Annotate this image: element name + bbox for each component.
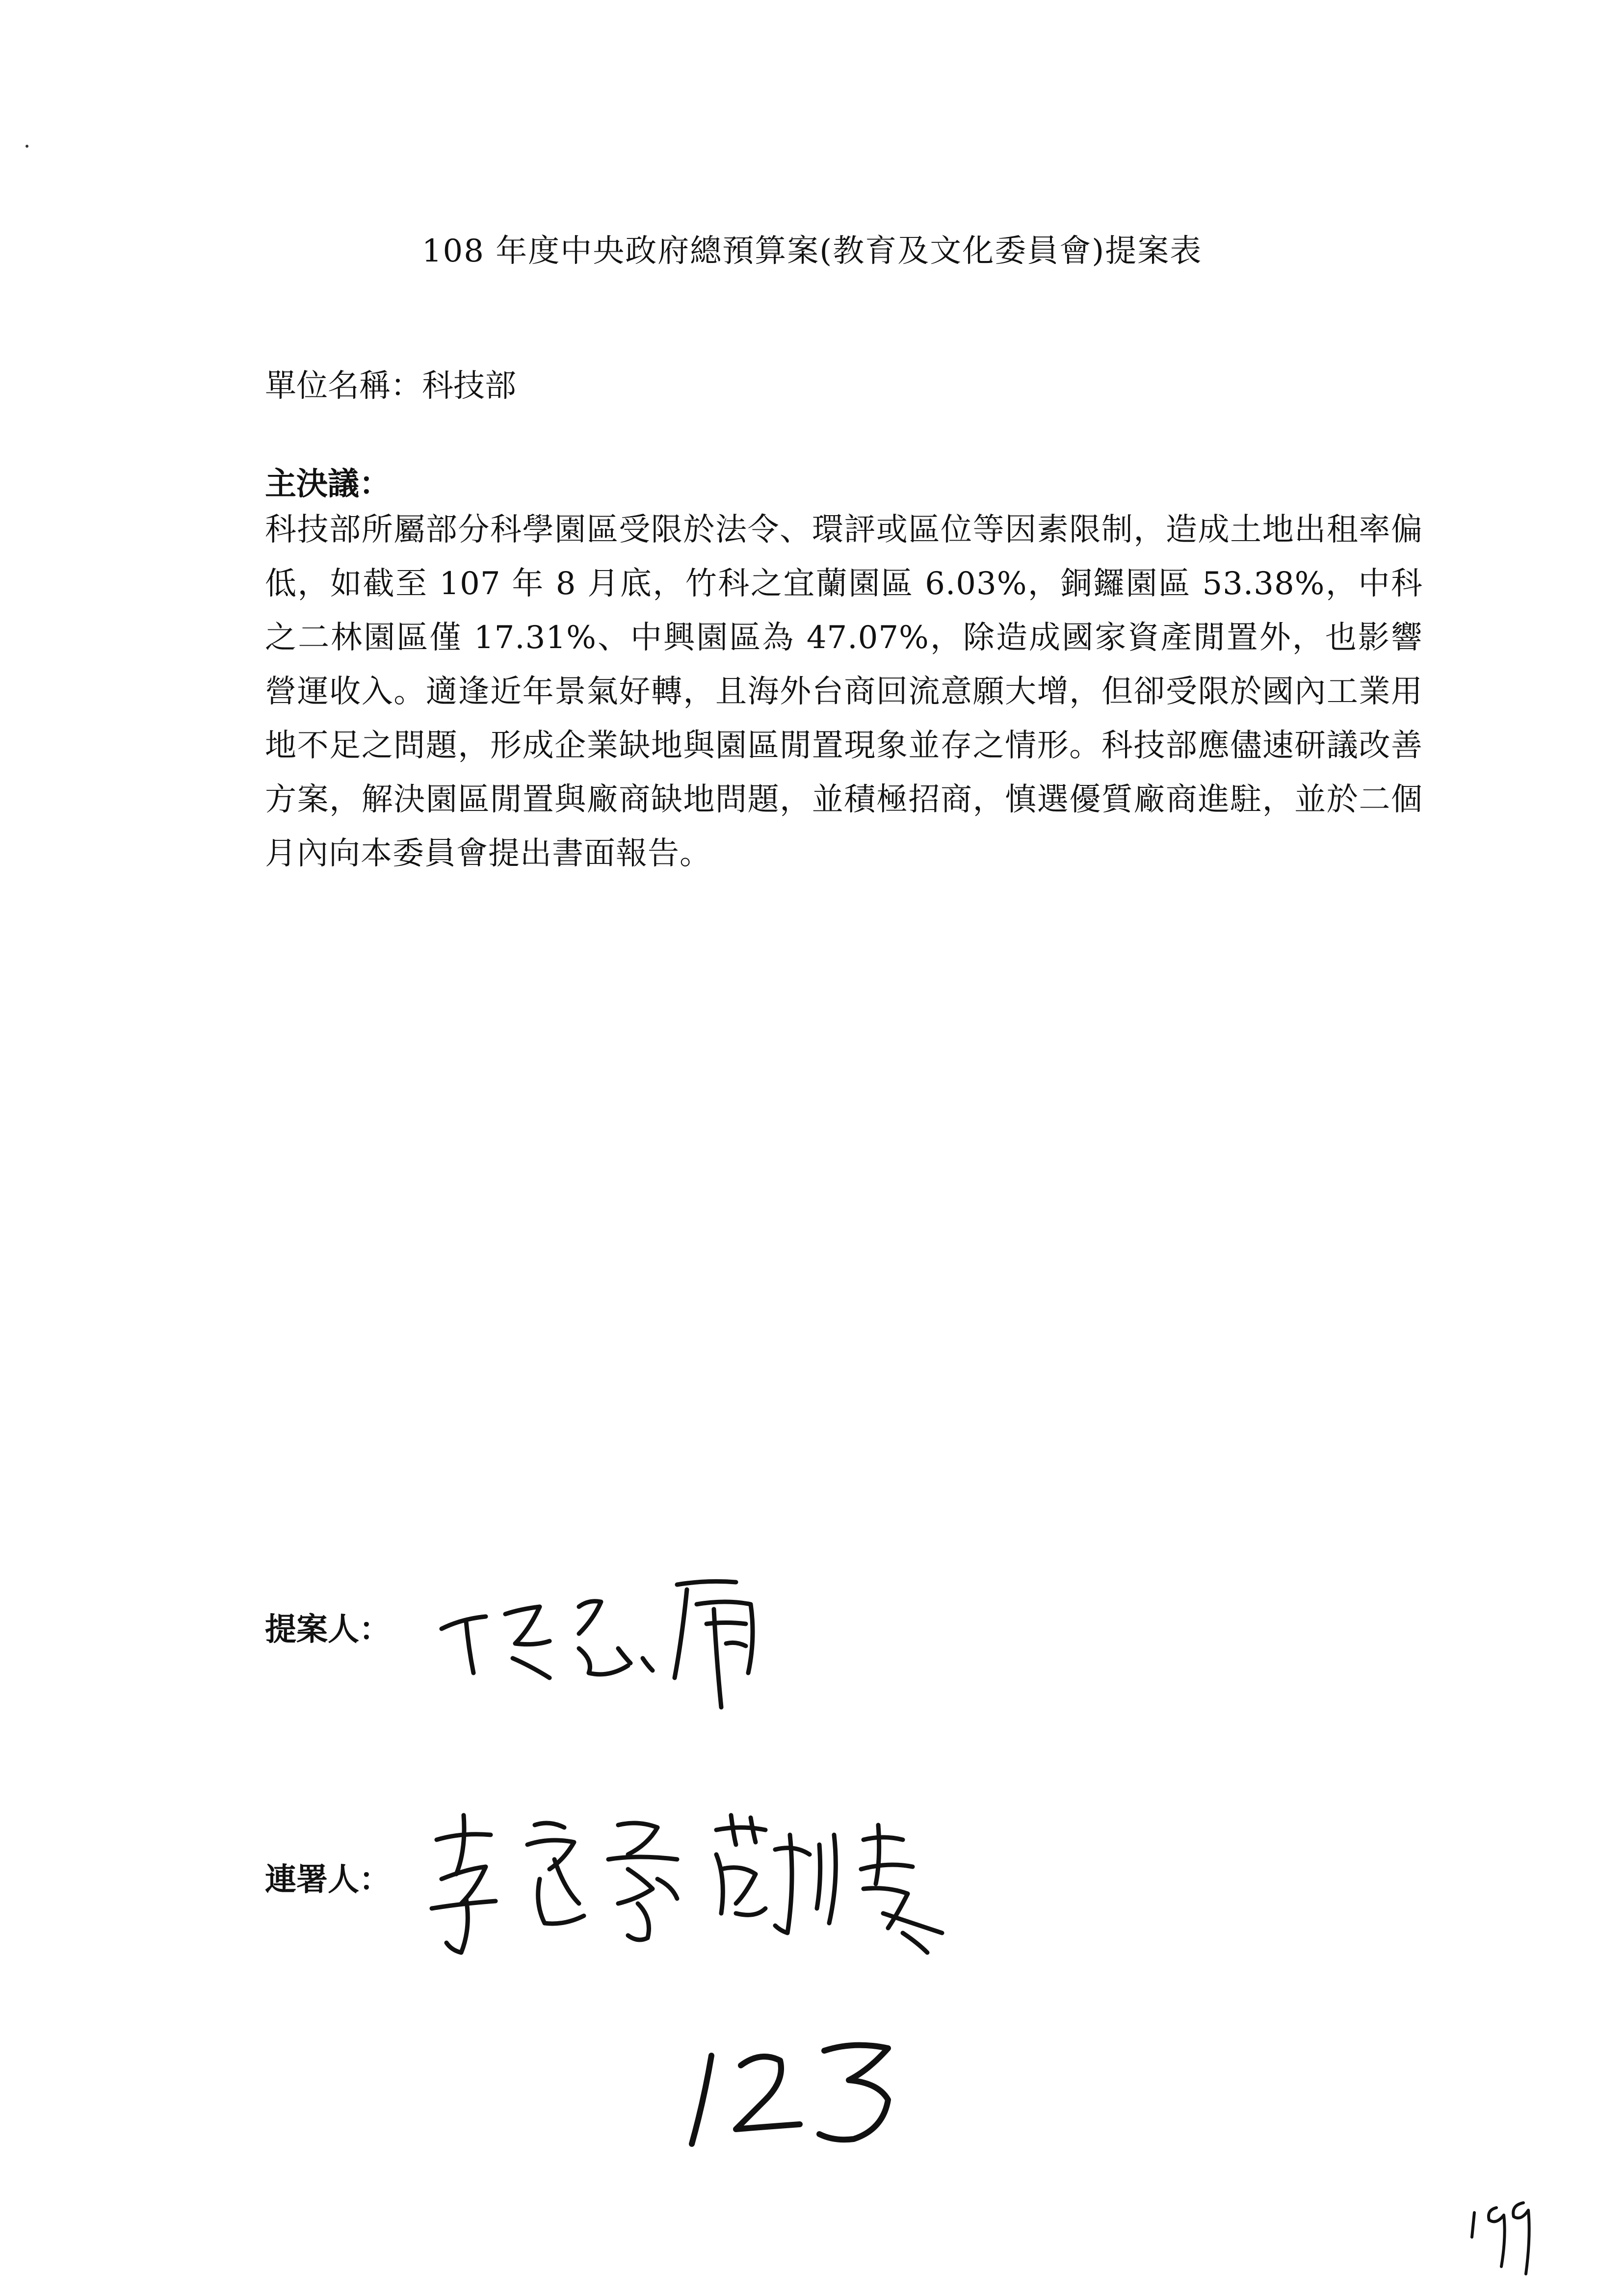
cosigner-label: 連署人：	[265, 1861, 391, 1898]
proposer-signature	[432, 1560, 805, 1727]
cosigner-signatures	[422, 1805, 991, 1962]
proposer-label: 提案人：	[265, 1611, 391, 1648]
handwritten-number	[677, 2031, 913, 2159]
resolution-body: 科技部所屬部分科學園區受限於法令、環評或區位等因素限制，造成土地出租率偏低，如截至 107 年 8 月底，竹科之宜蘭園區 6.03%，銅鑼園區 53.38%，中科之二林園區僅 17.31%、中興園區為 47.07%，除造成國家資產閒置外，也影響營運收入。適逢近年景氣好轉，且海外台商回流意願大增，但卻受限於國內工業用地不足之問題，形成企業缺地與園區閒置現象並存之情形。科技部應儘速研議改善方案，解決園區閒置與廠商缺地問題，並積極招商，慎選優質廠商進駐，並於二個月內向本委員會提出書面報告。	[265, 512, 1423, 872]
document-title: 108 年度中央政府總預算案(教育及文化委員會)提案表	[421, 233, 1203, 269]
page-number	[1462, 2193, 1545, 2276]
unit-name: 單位名稱：科技部	[265, 368, 516, 404]
scan-speck	[26, 145, 28, 148]
resolution-heading: 主決議：	[265, 466, 391, 502]
